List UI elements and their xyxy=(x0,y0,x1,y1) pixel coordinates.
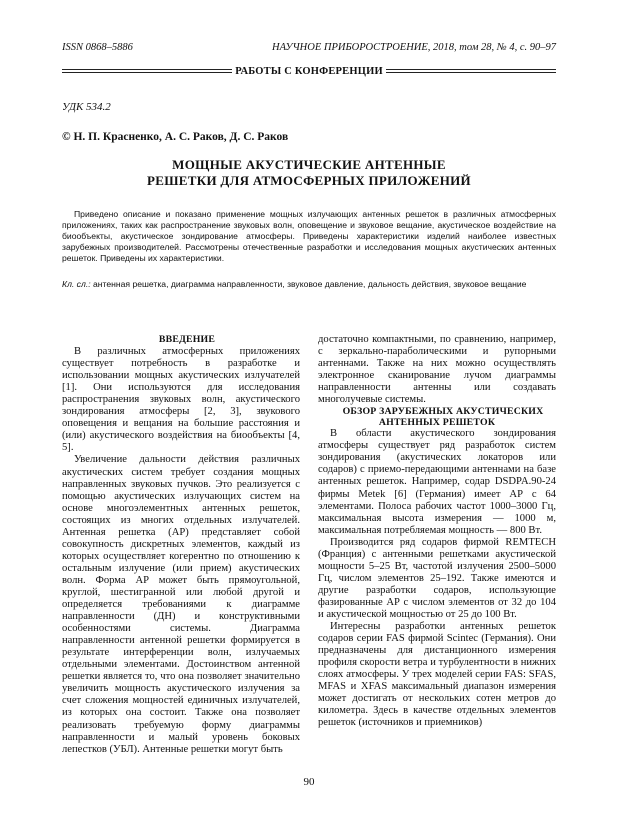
review-paragraph-3: Интересны разработки антенных решеток содаров серии FAS фирмой Scintec (Германия). Они предназначены для дистанционного измерения профиля скорости ветра и турбулентности в нижних слоях атмосферы. У трех моделей серии FAS: SFAS, MFAS и XFAS максимальный диапазон измерения может достигать от нескольких сотен метров до километра. Здесь в качестве отдельных элементов решеток (источников и приемников) xyxy=(318,621,556,729)
keywords xyxy=(62,279,556,290)
title-line-1: МОЩНЫЕ АКУСТИЧЕСКИЕ АНТЕННЫЕ xyxy=(172,157,446,172)
keywords-label: Кл. сл.: xyxy=(62,279,91,289)
copyright-icon: © xyxy=(62,131,71,143)
intro-paragraph-2: Увеличение дальности действия различных акустических систем требует создания мощных направленных звуковых пучков. Это реализуется с помощью акустических излучающих систем на основе многоэлементных антенных решеток, состоящих из многих отдельных излучателей. Антенная решетка (АР) представляет собой совокупность дискретных элементов, каждый из которых осуществляет когерентно по отношению к остальным излучение (или прием) акустических волн. Форма АР может быть прямоугольной, круглой, шестигранной или любой другой и определяется требованиями к диаграмме направленности (ДН) и конструктивными особенностями системы. Диаграмма направленности антенной решетки формируется в результате интерференции волн, излучаемых отдельными элементами. Достоинством антенной решетки является то, что она позволяет значительно увеличить мощность акустического излучения за счет сложения мощностей единичных излучателей, из которых она состоит. Также она позволяет реализовать требуемую форму диаграммы направленности и малый уровень боковых лепестков (УБЛ). Антенные решетки могут быть xyxy=(62,454,300,755)
review-paragraph-1: В области акустического зондирования атмосферы существует ряд разработок систем зондирования (акустических локаторов или содаров) с приемо-передающими антеннами на базе антенных решеток. Например, содар DSDPA.90-24 фирмы Metek [6] (Германия) имеет АР с 64 элементами. Полоса рабочих частот 1000–3000 Гц, максимальная высота измерения — 1000 м, максимальная потребляемая мощность — 800 Вт. xyxy=(318,428,556,536)
section-label: РАБОТЫ С КОНФЕРЕНЦИИ xyxy=(235,65,383,77)
udk-code: УДК 534.2 xyxy=(62,101,111,113)
keywords-text: антенная решетка, диаграмма направленности, звуковое давление, дальность действия, звуковое вещание xyxy=(93,279,527,289)
column-left xyxy=(62,334,300,756)
review-heading xyxy=(318,406,556,428)
authors-line xyxy=(62,131,288,143)
intro-paragraph-1: В различных атмосферных приложениях существует потребность в разработке и использовании мощных акустических излучателей [1]. Они используются для исследования распространения звуковых волн, акустического зондирования атмосферы [2, 3], звукового оповещения и вещания на большие расстояния и (или) акустического воздействия на биообъекты [4, 5]. xyxy=(62,346,300,454)
column-right xyxy=(318,334,556,729)
abstract: Приведено описание и показано применение мощных излучающих антенных решеток в различных атмосферных приложениях, таких как распространение звуковых волн, оповещение и звуковое вещание, акустическое воздействие на биообъекты, акустическое зондирование атмосферы. Приведены характеристики изделий наиболее известных зарубежных производителей. Рассмотрены отечественные разработки и исследования мощных акустических антенных решеток. Приведены их характеристики. xyxy=(62,209,556,263)
divider-line-left xyxy=(62,69,232,73)
review-heading-line-1: ОБЗОР ЗАРУБЕЖНЫХ АКУСТИЧЕСКИХ xyxy=(342,406,544,418)
review-paragraph-2: Производится ряд содаров фирмой REMTECH (Франция) с антенными решетками акустической мощности 5–25 Вт, частотой излучения 2500–5000 Гц, числом элементов 25–192. Также имеются и другие разработки содаров, использующие фазированные АР с числом элементов от 32 до 104 и акустической мощностью от 25 до 100 Вт. xyxy=(318,536,556,620)
intro-heading: ВВЕДЕНИЕ xyxy=(158,334,216,345)
divider-line-right xyxy=(386,69,556,73)
journal-issn: ISSN 0868–5886 xyxy=(62,42,133,53)
paper-title xyxy=(62,157,556,189)
authors: Н. П. Красненко, А. С. Раков, Д. С. Раков xyxy=(73,131,289,143)
journal-citation: НАУЧНОЕ ПРИБОРОСТРОЕНИЕ, 2018, том 28, № 4, с. 90–97 xyxy=(272,42,556,53)
intro-paragraph-2-continued: достаточно компактными, по сравнению, например, с зеркально-параболическими и рупорными антеннами. Также на них можно осуществлять электронное сканирование лучом диаграммы направленности антенны или создавать многолучевые системы. xyxy=(318,334,556,406)
section-divider xyxy=(62,64,556,78)
title-line-2: РЕШЕТКИ ДЛЯ АТМОСФЕРНЫХ ПРИЛОЖЕНИЙ xyxy=(147,173,471,188)
page-number: 90 xyxy=(303,776,315,788)
review-heading-line-2: АНТЕННЫХ РЕШЕТОК xyxy=(378,417,496,429)
